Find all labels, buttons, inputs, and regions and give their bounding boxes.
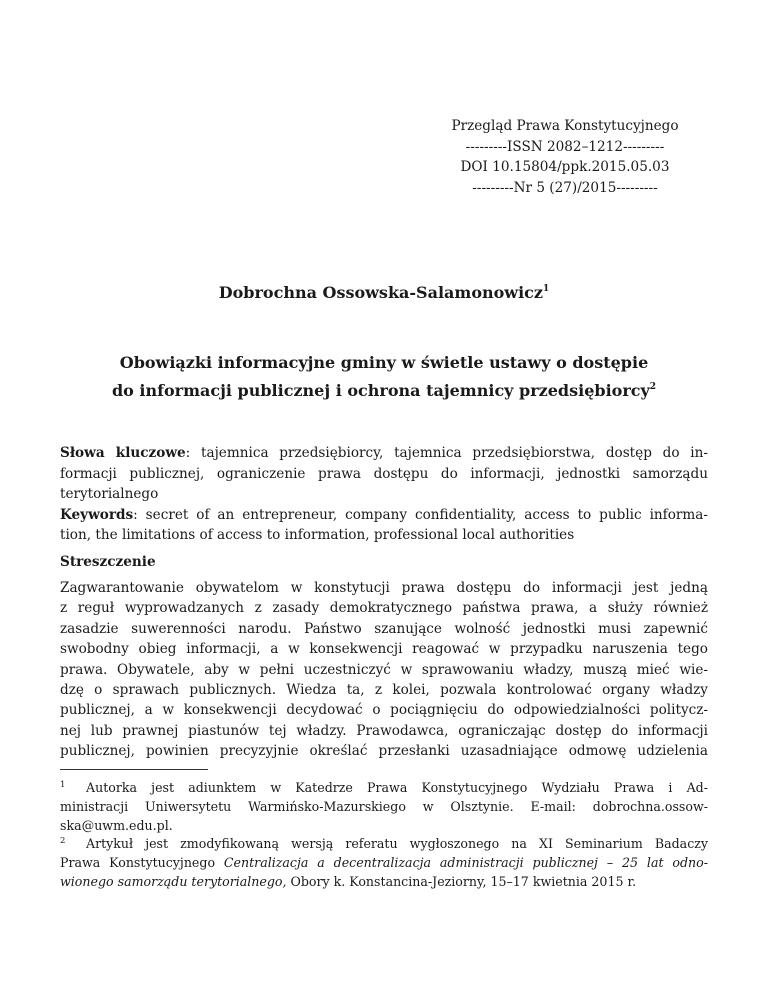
footnote-2-number: 2 [60,836,66,846]
abstract-line: zasadzie suwerenności narodu. Państwo szanujące wolność jednostki musi zapewnić [60,620,708,637]
footnote-ref-2: 2 [649,382,657,392]
abstract-line: z reguł wyprowadzanych z zasady demokratycznego państwa prawa, a służy również [60,600,708,617]
author-name: Dobrochna Ossowska-Salamonowicz$^1$ [218,283,550,302]
abstract-line: nej lub prawnej piastunów tej władzy. Prawodawca, ograniczając dostęp do informacji [60,722,708,739]
footnote-2: 2 Artykuł jest zmodyfikowaną wersją referatu wygłoszonego na XI Seminarium Badaczy Prawa Konstytucyjnego Centralizacja a decentralizacja administracji publicznej – 25 lat odno- wionego samorządu terytorialnego, Obory k. Konstancina-Jeziorny, 15–17 kwietnia 2015 r. [60,832,708,891]
footnote-separator [60,769,208,770]
title-line-2: do informacji publicznej i ochrona tajemnicy przedsiębiorcy$^2$ [111,381,657,400]
keywords-polish: Słowa kluczowe: tajemnica przedsiębiorcy, tajemnica przedsiębiorstwa, dostęp do in- formacji publicznej, ograniczenie prawa dostępu do informacji, jednostki samorządu terytorialnego [60,445,708,502]
journal-issn: ---------ISSN 2082–1212--------- [465,138,665,155]
abstract-line: dzę o sprawach publicznych. Wiedza ta, z kolei, pozwala kontrolować organy władzy [60,682,708,699]
footnote-1-number: 1 [60,780,66,790]
keywords-en-label: Keywords [60,506,134,523]
keywords-english: Keywords: secret of an entrepreneur, company confidentiality, access to public informa- tion, the limitations of access to information, professional local authorities [60,506,708,543]
journal-header [445,116,685,198]
abstract-heading: Streszczenie [60,554,156,570]
abstract-line: Zagwarantowanie obywatelom w konstytucji prawa dostępu do informacji jest jedną [60,580,708,596]
article-title [60,350,708,403]
journal-doi: DOI 10.15804/ppk.2015.05.03 [460,159,670,175]
footnote-ref-1: 1 [542,284,550,294]
abstract-body [60,578,708,762]
abstract-line: publicznej, powinien precyzyjnie określać przesłanki uzasadniające odmowę udzielenia [60,743,708,760]
abstract-line: prawa. Obywatele, aby w pełni uczestniczyć w sprawowaniu władzy, muszą mieć wie- [60,661,708,678]
conference-title: Centralizacja a decentralizacja administracji publicznej – 25 lat odno- [223,855,708,870]
title-line-1: Obowiązki informacyjne gminy w świetle ustawy o dostępie [119,353,649,372]
journal-name: Przegląd Prawa Konstytucyjnego [451,118,679,134]
journal-issue: ---------Nr 5 (27)/2015--------- [472,179,658,196]
keywords-pl-label: Słowa kluczowe [60,445,186,461]
abstract-line: publicznej, a w konsekwencji decydować o pociągnięciu do odpowiedzialności politycz- [60,702,708,719]
footnote-1: 1 Autorka jest adiunktem w Katedrze Prawa Konstytucyjnego Wydziału Prawa i Ad- ministracji Uniwersytetu Warmińsko-Mazurskiego w Olsztynie. E-mail: dobrochna.ossow- ska@uwm.edu.pl. [60,776,708,835]
abstract-line: swobodny obieg informacji, a w konsekwencji reagować w przypadku naruszenia tego [60,641,708,658]
